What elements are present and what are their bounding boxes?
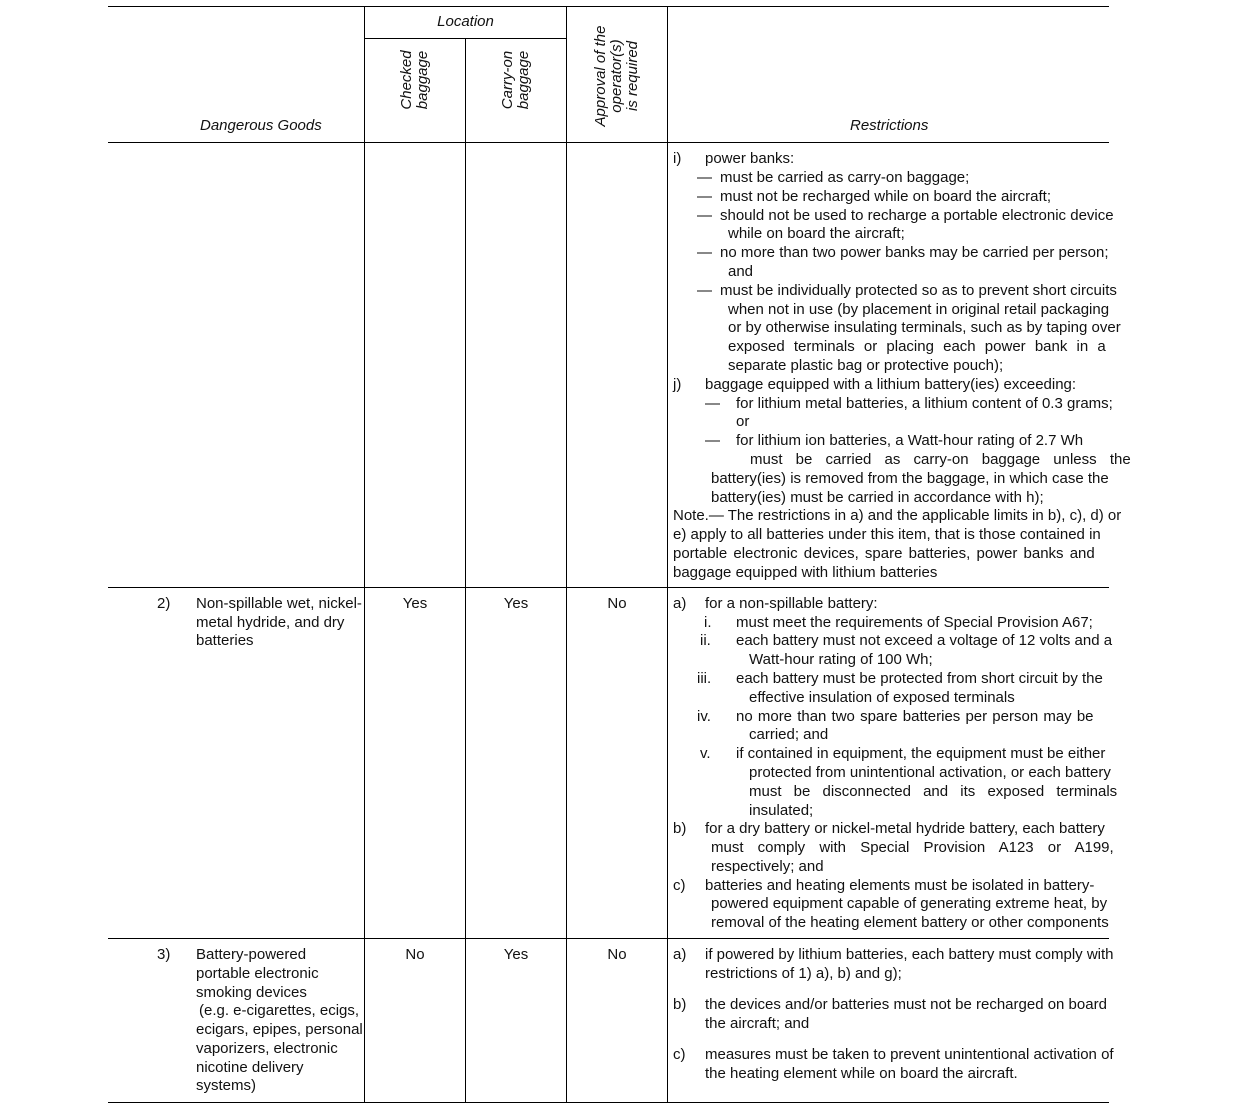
row3-carry-on: Yes (503, 946, 529, 963)
row3-number: 3) (157, 946, 171, 963)
col-divider-goods (364, 6, 365, 1103)
row2-carry-on: Yes (503, 595, 529, 612)
header-dangerous-goods: Dangerous Goods (200, 117, 322, 134)
col-divider-checked (465, 38, 466, 1103)
table-bottom-rule (108, 1102, 1109, 1103)
header-checked-baggage: Checked baggage (398, 50, 431, 110)
row2-approval: No (607, 595, 627, 612)
col-divider-carry (566, 6, 567, 1103)
header-restrictions: Restrictions (850, 117, 929, 134)
header-approval-required: Approval of the operator(s) is required (592, 25, 641, 127)
row1-bottom-rule (108, 587, 1109, 588)
header-location: Location (437, 13, 494, 30)
row3-approval: No (607, 946, 627, 963)
row2-bottom-rule (108, 938, 1109, 939)
row2-number: 2) (157, 595, 171, 612)
row3-checked: No (405, 946, 425, 963)
row2-checked: Yes (402, 595, 428, 612)
col-divider-approval (667, 6, 668, 1103)
header-carry-on-baggage: Carry-on baggage (499, 50, 532, 110)
